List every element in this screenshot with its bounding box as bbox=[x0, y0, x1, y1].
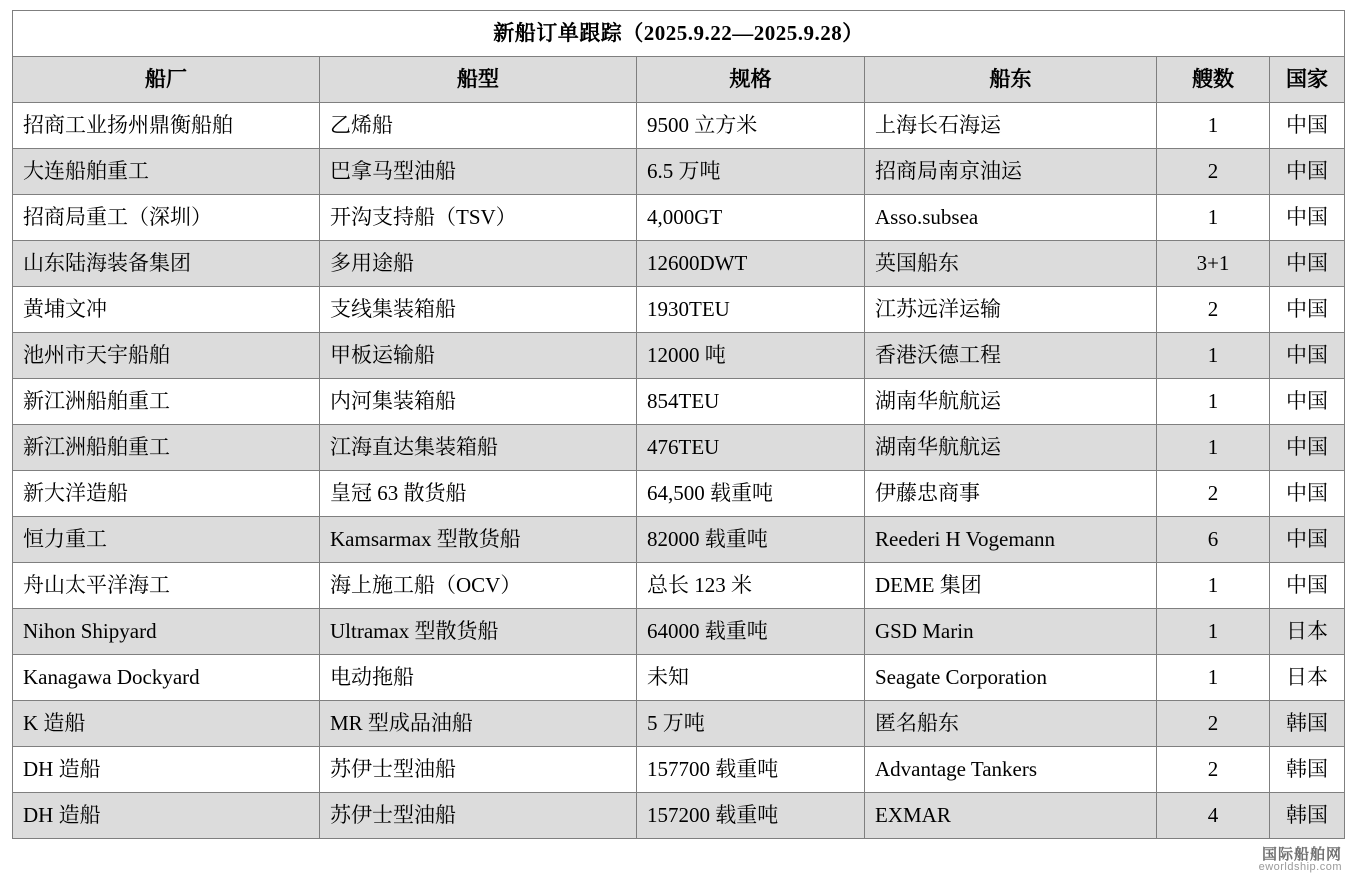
cell-spec: 157700 载重吨 bbox=[637, 747, 865, 793]
table-row bbox=[13, 103, 1345, 149]
cell-owner: DEME 集团 bbox=[865, 563, 1157, 609]
table-row bbox=[13, 287, 1345, 333]
cell-count: 1 bbox=[1157, 333, 1270, 379]
cell-country: 韩国 bbox=[1270, 747, 1345, 793]
cell-owner: Asso.subsea bbox=[865, 195, 1157, 241]
cell-owner: 匿名船东 bbox=[865, 701, 1157, 747]
column-header-spec: 规格 bbox=[637, 57, 865, 103]
cell-owner: 香港沃德工程 bbox=[865, 333, 1157, 379]
cell-owner: EXMAR bbox=[865, 793, 1157, 839]
table-row bbox=[13, 471, 1345, 517]
cell-country: 中国 bbox=[1270, 425, 1345, 471]
cell-yard: DH 造船 bbox=[13, 793, 320, 839]
cell-count: 6 bbox=[1157, 517, 1270, 563]
new-ship-order-table bbox=[12, 10, 1345, 839]
cell-country: 中国 bbox=[1270, 287, 1345, 333]
cell-spec: 64,500 载重吨 bbox=[637, 471, 865, 517]
cell-country: 韩国 bbox=[1270, 701, 1345, 747]
cell-count: 1 bbox=[1157, 609, 1270, 655]
cell-country: 中国 bbox=[1270, 563, 1345, 609]
cell-type: Ultramax 型散货船 bbox=[320, 609, 637, 655]
column-header-type: 船型 bbox=[320, 57, 637, 103]
cell-spec: 9500 立方米 bbox=[637, 103, 865, 149]
cell-spec: 854TEU bbox=[637, 379, 865, 425]
table-row bbox=[13, 701, 1345, 747]
cell-country: 中国 bbox=[1270, 149, 1345, 195]
cell-country: 中国 bbox=[1270, 241, 1345, 287]
cell-owner: 招商局南京油运 bbox=[865, 149, 1157, 195]
cell-yard: DH 造船 bbox=[13, 747, 320, 793]
cell-owner: 英国船东 bbox=[865, 241, 1157, 287]
cell-count: 1 bbox=[1157, 655, 1270, 701]
cell-count: 4 bbox=[1157, 793, 1270, 839]
column-header-yard: 船厂 bbox=[13, 57, 320, 103]
cell-yard: 池州市天宇船舶 bbox=[13, 333, 320, 379]
cell-yard: 新江洲船舶重工 bbox=[13, 379, 320, 425]
page-title: 新船订单跟踪（2025.9.22—2025.9.28） bbox=[13, 11, 1345, 57]
cell-owner: GSD Marin bbox=[865, 609, 1157, 655]
cell-count: 2 bbox=[1157, 471, 1270, 517]
cell-type: MR 型成品油船 bbox=[320, 701, 637, 747]
cell-type: 巴拿马型油船 bbox=[320, 149, 637, 195]
cell-spec: 1930TEU bbox=[637, 287, 865, 333]
cell-country: 中国 bbox=[1270, 333, 1345, 379]
cell-spec: 5 万吨 bbox=[637, 701, 865, 747]
cell-type: 苏伊士型油船 bbox=[320, 747, 637, 793]
table-row bbox=[13, 149, 1345, 195]
table-title-row bbox=[13, 11, 1345, 57]
cell-type: 苏伊士型油船 bbox=[320, 793, 637, 839]
watermark-sub-text: eworldship.com bbox=[1258, 861, 1342, 874]
cell-spec: 4,000GT bbox=[637, 195, 865, 241]
cell-yard: 招商局重工（深圳） bbox=[13, 195, 320, 241]
cell-owner: 湖南华航航运 bbox=[865, 379, 1157, 425]
cell-spec: 总长 123 米 bbox=[637, 563, 865, 609]
cell-country: 中国 bbox=[1270, 195, 1345, 241]
watermark-main-text: 国际船舶网 bbox=[1261, 845, 1342, 863]
cell-count: 1 bbox=[1157, 425, 1270, 471]
cell-yard: 新大洋造船 bbox=[13, 471, 320, 517]
table-row bbox=[13, 425, 1345, 471]
cell-type: 多用途船 bbox=[320, 241, 637, 287]
table-row bbox=[13, 655, 1345, 701]
cell-country: 日本 bbox=[1270, 609, 1345, 655]
cell-spec: 476TEU bbox=[637, 425, 865, 471]
cell-type: 支线集装箱船 bbox=[320, 287, 637, 333]
cell-country: 日本 bbox=[1270, 655, 1345, 701]
site-watermark bbox=[1259, 847, 1342, 874]
cell-yard: 恒力重工 bbox=[13, 517, 320, 563]
table-row bbox=[13, 241, 1345, 287]
cell-type: 电动拖船 bbox=[320, 655, 637, 701]
cell-yard: Nihon Shipyard bbox=[13, 609, 320, 655]
cell-type: 江海直达集装箱船 bbox=[320, 425, 637, 471]
cell-yard: K 造船 bbox=[13, 701, 320, 747]
cell-yard: 新江洲船舶重工 bbox=[13, 425, 320, 471]
cell-country: 中国 bbox=[1270, 517, 1345, 563]
cell-spec: 82000 载重吨 bbox=[637, 517, 865, 563]
cell-count: 2 bbox=[1157, 287, 1270, 333]
cell-type: Kamsarmax 型散货船 bbox=[320, 517, 637, 563]
cell-country: 中国 bbox=[1270, 471, 1345, 517]
cell-type: 内河集装箱船 bbox=[320, 379, 637, 425]
cell-yard: 舟山太平洋海工 bbox=[13, 563, 320, 609]
cell-count: 3+1 bbox=[1157, 241, 1270, 287]
table-row bbox=[13, 563, 1345, 609]
cell-spec: 64000 载重吨 bbox=[637, 609, 865, 655]
cell-count: 2 bbox=[1157, 701, 1270, 747]
cell-type: 乙烯船 bbox=[320, 103, 637, 149]
cell-type: 甲板运输船 bbox=[320, 333, 637, 379]
cell-owner: 湖南华航航运 bbox=[865, 425, 1157, 471]
cell-yard: 大连船舶重工 bbox=[13, 149, 320, 195]
table-row bbox=[13, 379, 1345, 425]
column-header-count: 艘数 bbox=[1157, 57, 1270, 103]
table-row bbox=[13, 747, 1345, 793]
cell-yard: 山东陆海装备集团 bbox=[13, 241, 320, 287]
cell-count: 1 bbox=[1157, 103, 1270, 149]
cell-count: 1 bbox=[1157, 563, 1270, 609]
column-header-owner: 船东 bbox=[865, 57, 1157, 103]
cell-country: 韩国 bbox=[1270, 793, 1345, 839]
cell-spec: 未知 bbox=[637, 655, 865, 701]
table-row bbox=[13, 517, 1345, 563]
cell-count: 1 bbox=[1157, 195, 1270, 241]
cell-owner: 伊藤忠商事 bbox=[865, 471, 1157, 517]
cell-count: 2 bbox=[1157, 747, 1270, 793]
table-row bbox=[13, 333, 1345, 379]
table-header-row bbox=[13, 57, 1345, 103]
cell-country: 中国 bbox=[1270, 379, 1345, 425]
cell-spec: 157200 载重吨 bbox=[637, 793, 865, 839]
cell-yard: 黄埔文冲 bbox=[13, 287, 320, 333]
cell-country: 中国 bbox=[1270, 103, 1345, 149]
column-header-country: 国家 bbox=[1270, 57, 1345, 103]
cell-spec: 6.5 万吨 bbox=[637, 149, 865, 195]
cell-yard: 招商工业扬州鼎衡船舶 bbox=[13, 103, 320, 149]
cell-type: 海上施工船（OCV） bbox=[320, 563, 637, 609]
cell-type: 开沟支持船（TSV） bbox=[320, 195, 637, 241]
cell-spec: 12000 吨 bbox=[637, 333, 865, 379]
cell-count: 1 bbox=[1157, 379, 1270, 425]
cell-owner: Reederi H Vogemann bbox=[865, 517, 1157, 563]
cell-count: 2 bbox=[1157, 149, 1270, 195]
cell-spec: 12600DWT bbox=[637, 241, 865, 287]
table-row bbox=[13, 195, 1345, 241]
table-row bbox=[13, 793, 1345, 839]
cell-type: 皇冠 63 散货船 bbox=[320, 471, 637, 517]
cell-owner: 上海长石海运 bbox=[865, 103, 1157, 149]
cell-owner: Advantage Tankers bbox=[865, 747, 1157, 793]
cell-owner: 江苏远洋运输 bbox=[865, 287, 1157, 333]
table-row bbox=[13, 609, 1345, 655]
cell-owner: Seagate Corporation bbox=[865, 655, 1157, 701]
cell-yard: Kanagawa Dockyard bbox=[13, 655, 320, 701]
